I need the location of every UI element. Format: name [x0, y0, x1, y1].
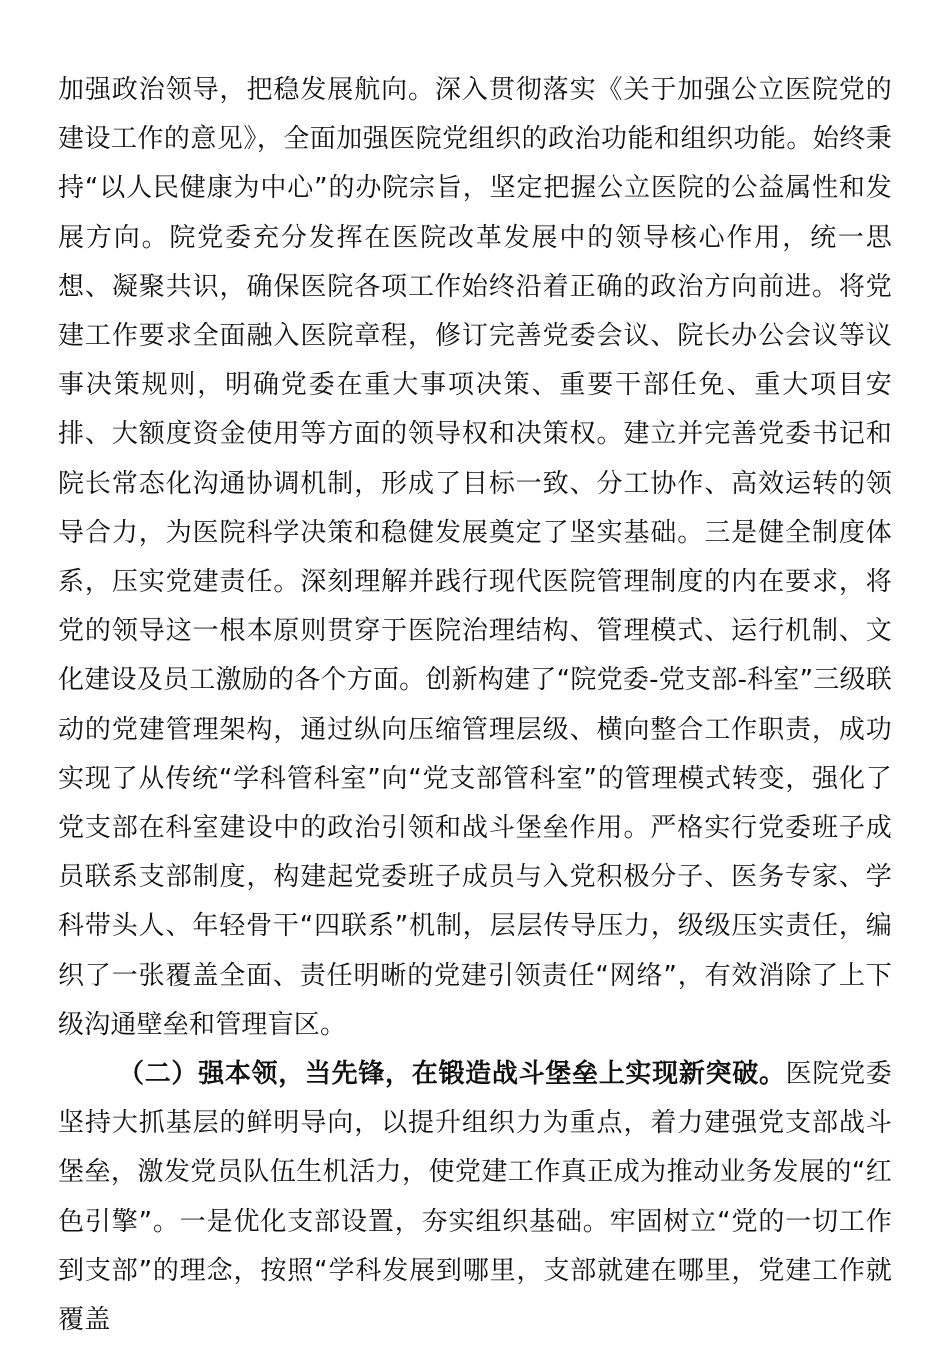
paragraph-section-two	[58, 1050, 892, 1345]
section-body-text: 医院党委坚持大抓基层的鲜明导向，以提升组织力为重点，着力建强党支部战斗堡垒，激发党员队伍生机活力，使党建工作真正成为推动业务发展的“红色引擎”。一是优化支部设置，夯实组织基础。牢固树立“党的一切工作到支部”的理念，按照“学科发展到哪里，支部就建在哪里，党建工作就覆盖	[58, 1059, 892, 1336]
section-heading: （二）强本领，当先锋，在锻造战斗堡垒上实现新突破。	[118, 1059, 786, 1090]
document-body	[58, 66, 892, 1345]
paragraph-party-leadership: 加强政治领导，把稳发展航向。深入贯彻落实《关于加强公立医院党的建设工作的意见》，全面加强医院党组织的政治功能和组织功能。始终秉持“以人民健康为中心”的办院宗旨，坚定把握公立医院的公益属性和发展方向。院党委充分发挥在医院改革发展中的领导核心作用，统一思想、凝聚共识，确保医院各项工作始终沿着正确的政治方向前进。将党建工作要求全面融入医院章程，修订完善党委会议、院长办公会议等议事决策规则，明确党委在重大事项决策、重要干部任免、重大项目安排、大额度资金使用等方面的领导权和决策权。建立并完善党委书记和院长常态化沟通协调机制，形成了目标一致、分工协作、高效运转的领导合力，为医院科学决策和稳健发展奠定了坚实基础。三是健全制度体系，压实党建责任。深刻理解并践行现代医院管理制度的内在要求，将党的领导这一根本原则贯穿于医院治理结构、管理模式、运行机制、文化建设及员工激励的各个方面。创新构建了“院党委-党支部-科室”三级联动的党建管理架构，通过纵向压缩管理层级、横向整合工作职责，成功实现了从传统“学科管科室”向“党支部管科室”的管理模式转变，强化了党支部在科室建设中的政治引领和战斗堡垒作用。严格实行党委班子成员联系支部制度，构建起党委班子成员与入党积极分子、医务专家、学科带头人、年轻骨干“四联系”机制，层层传导压力，级级压实责任，编织了一张覆盖全面、责任明晰的党建引领责任“网络”，有效消除了上下级沟通壁垒和管理盲区。	[58, 75, 892, 1040]
